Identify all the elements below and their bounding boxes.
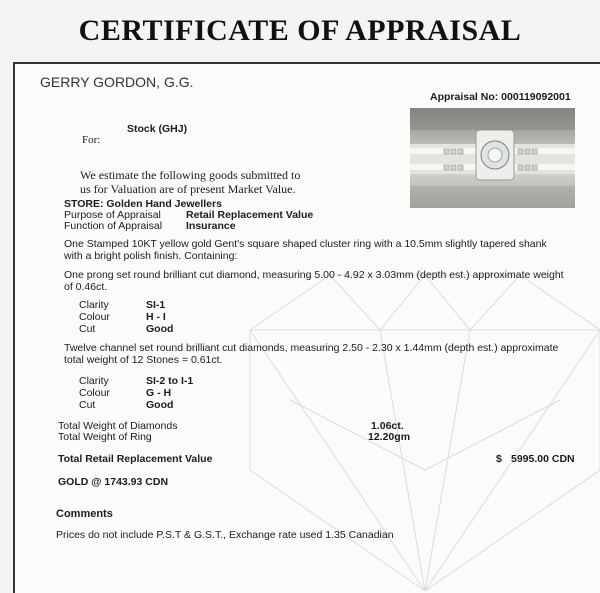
stock-code: Stock (GHJ): [127, 123, 188, 135]
diamond1-line-1: One prong set round brilliant cut diamond, measuring 5.00 - 4.92 x 3.03mm (depth est.) approximate weight: [64, 269, 564, 281]
appraiser-name: GERRY GORDON, G.G.: [40, 74, 194, 90]
diamond2-clarity-label: Clarity: [79, 375, 109, 387]
ring-icon: [410, 108, 575, 208]
diamond2-line-1: Twelve channel set round brilliant cut diamonds, measuring 2.50 - 2.30 x 1.44mm (depth est.) approximate: [64, 342, 559, 354]
function-label: Function of Appraisal: [64, 220, 163, 232]
diamond1-clarity-label: Clarity: [79, 299, 109, 311]
retail-value-label: Total Retail Replacement Value: [58, 453, 213, 465]
function-value: Insurance: [186, 220, 236, 232]
total-diamonds-label: Total Weight of Diamonds: [58, 420, 178, 432]
diamond1-cut-value: Good: [146, 323, 174, 335]
ring-photo: [410, 108, 575, 208]
intro-line-1: We estimate the following goods submitted to: [80, 168, 301, 182]
diamond2-colour-value: G - H: [146, 387, 172, 399]
certificate-title: CERTIFICATE OF APPRAISAL: [78, 14, 522, 47]
intro-line-2: us for Valuation are of present Market Value.: [80, 182, 296, 196]
purpose-label: Purpose of Appraisal: [64, 209, 161, 221]
diamond2-clarity-value: SI-2 to I-1: [146, 375, 194, 387]
store-name: STORE: Golden Hand Jewellers: [64, 198, 222, 210]
diamond1-colour-label: Colour: [79, 311, 110, 323]
purpose-value: Retail Replacement Value: [186, 209, 314, 221]
diamond2-line-2: total weight of 12 Stones = 0.61ct.: [64, 354, 223, 366]
retail-currency: $: [496, 453, 502, 465]
comments-text: Prices do not include P.S.T & G.S.T., Exchange rate used 1.35 Canadian: [56, 529, 394, 541]
diamond2-colour-label: Colour: [79, 387, 110, 399]
description-line-1: One Stamped 10KT yellow gold Gent's square shaped cluster ring with a 10.5mm slightly tapered shank: [64, 238, 547, 250]
total-ring-value: 12.20gm: [368, 431, 411, 443]
gold-price: GOLD @ 1743.93 CDN: [58, 476, 169, 488]
retail-value-amount: 5995.00 CDN: [511, 453, 575, 465]
total-ring-label: Total Weight of Ring: [58, 431, 152, 443]
diamond2-cut-value: Good: [146, 399, 174, 411]
description-line-2: with a bright polish finish. Containing:: [64, 250, 238, 262]
for-label: For:: [82, 134, 101, 146]
diamond1-clarity-value: SI-1: [146, 299, 166, 311]
diamond1-line-2: of 0.46ct.: [64, 281, 108, 293]
diamond2-cut-label: Cut: [79, 399, 96, 411]
diamond1-colour-value: H - I: [146, 311, 166, 323]
comments-heading: Comments: [56, 508, 113, 520]
total-diamonds-value: 1.06ct.: [371, 420, 404, 432]
appraisal-number: Appraisal No: 000119092001: [430, 91, 571, 103]
diamond1-cut-label: Cut: [79, 323, 96, 335]
